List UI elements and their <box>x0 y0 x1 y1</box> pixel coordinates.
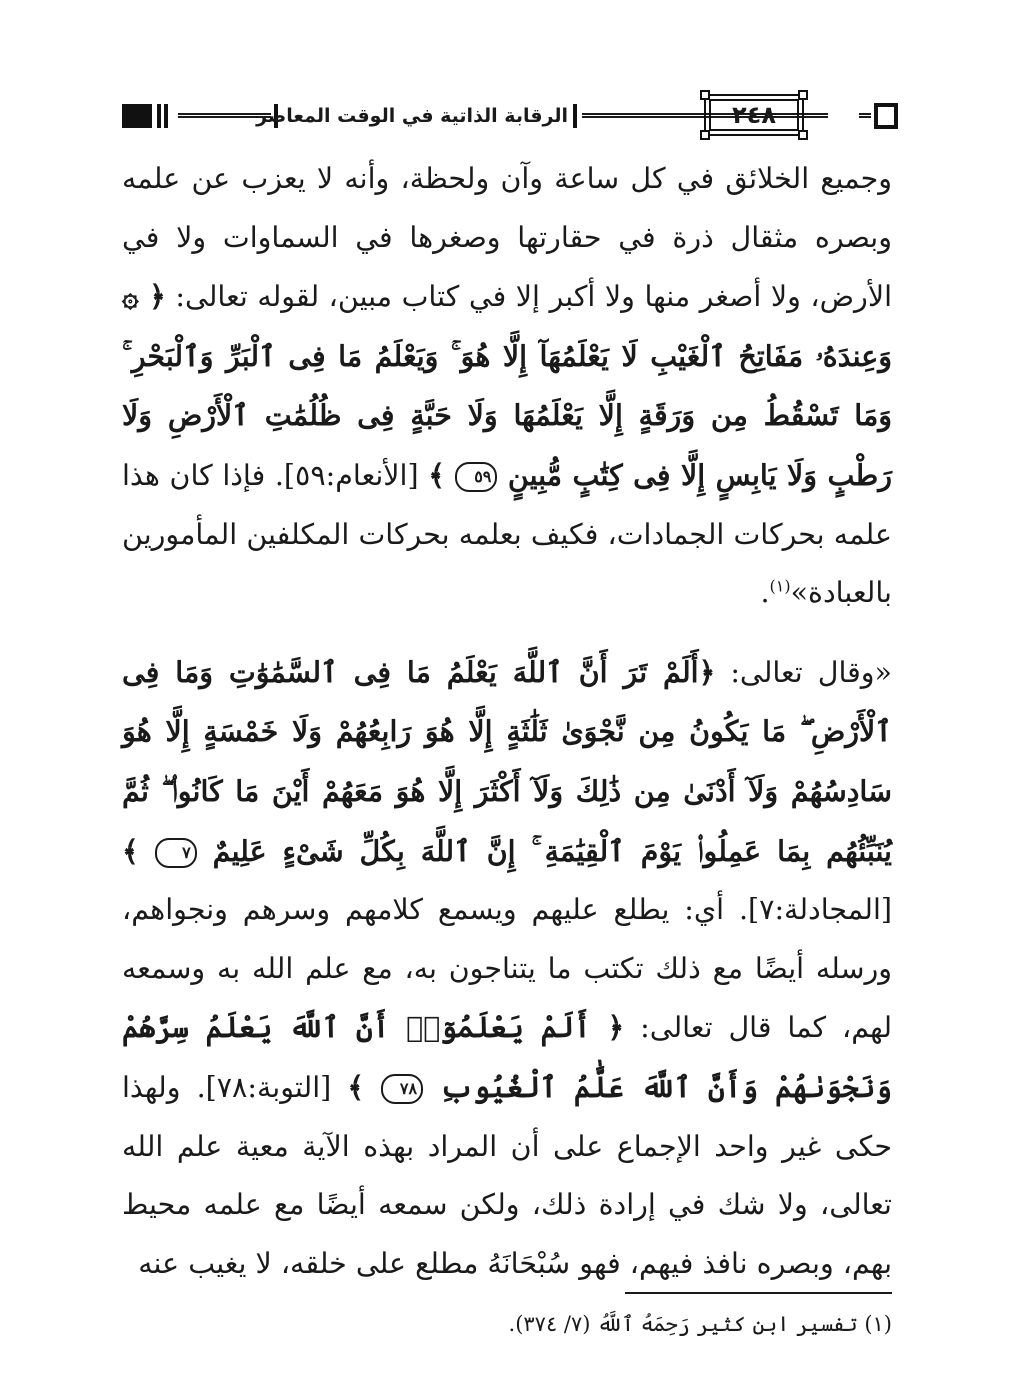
book-title: الرقابة الذاتية في الوقت المعاصر <box>256 105 568 127</box>
prose-text: [التوبة:٧٨]. ولهذا حكى غير واحد الإجماع على أن المراد بهذه الآية معية علم الله تعالى، ولا شك في إرادة ذلك، ولكن سمعه أيضًا مع علمه محيط بهم، وبصره نافذ فيهم، فهو سُبْحَانَهُ مطلع على خلقه، لا يغيب عنه <box>122 1070 892 1280</box>
prose-text: «وقال تعالى: <box>715 655 892 689</box>
running-header <box>122 94 893 138</box>
footnote-reference[interactable]: (١) <box>769 576 791 596</box>
ayah-number-marker: ٧ <box>155 838 197 868</box>
prose-text: وجميع الخلائق في كل ساعة وآن ولحظة، وأنه لا يعزب عن علمه وبصره مثقال ذرة في حقارتها وصغرها في السماوات ولا في الأرض، ولا أصغر منها ولا أكبر إلا في كتاب مبين، لقوله تعالى: <box>122 162 892 314</box>
header-end-ornament <box>874 103 898 129</box>
header-rule-right <box>859 113 871 118</box>
page-number-frame <box>704 94 804 136</box>
quran-close-bracket: ﴾ <box>122 833 139 868</box>
header-ornament-bar <box>157 104 161 128</box>
quran-close-bracket: ﴾ <box>428 457 445 492</box>
paragraph-1 <box>122 150 892 623</box>
quran-verse-text: ﴿أَلَمْ تَرَ أَنَّ ٱللَّهَ يَعْلَمُ مَا فِى ٱلسَّمَٰوَٰتِ وَمَا فِى ٱلْأَرْضِ ۖ مَا يَكُونُ مِن نَّجْوَىٰ ثَلَٰثَةٍ إِلَّا هُوَ رَابِعُهُمْ وَلَا خَمْسَةٍ إِلَّا هُوَ سَادِسُهُمْ وَلَآ أَدْنَىٰ مِن ذَٰلِكَ وَلَآ أَكْثَرَ إِلَّا هُوَ مَعَهُمْ أَيْنَ مَا كَانُوا۟ ۖ ثُمَّ يُنَبِّئُهُم بِمَا عَمِلُوا۟ يَوْمَ ٱلْقِيَٰمَةِ ۚ إِنَّ ٱللَّهَ بِكُلِّ شَىْءٍ عَلِيمٌ <box>122 654 892 868</box>
prose-text: [الأنعام:٥٩]. فإذا كان هذا علمه بحركات الجمادات، فكيف بعلمه بحركات المكلفين المأمورين بالعبادة» <box>122 458 892 610</box>
ayah-number-marker: ٥٩ <box>455 462 497 492</box>
main-text <box>122 150 892 1293</box>
header-ornament-bar <box>573 104 577 128</box>
page-number: ٢٤٨ <box>732 101 776 129</box>
header-ornament-bar <box>164 104 168 128</box>
quran-verse-text: ﴿ أَلَمْ يَعْلَمُوٓا۟ أَنَّ ٱللَّهَ يَعْلَمُ سِرَّهُمْ وَنَجْوَىٰهُمْ وَأَنَّ ٱللَّهَ عَلَّٰمُ ٱلْغُيُوبِ <box>122 1010 892 1104</box>
quran-verse-text: ﴿ ۞ وَعِندَهُۥ مَفَاتِحُ ٱلْغَيْبِ لَا يَعْلَمُهَآ إِلَّا هُوَ ۚ وَيَعْلَمُ مَا فِى ٱلْبَرِّ وَٱلْبَحْرِ ۚ وَمَا تَسْقُطُ مِن وَرَقَةٍ إِلَّا يَعْلَمُهَا وَلَا حَبَّةٍ فِى ظُلُمَٰتِ ٱلْأَرْضِ وَلَا رَطْبٍ وَلَا يَابِسٍ إِلَّا فِى كِتَٰبٍ مُّبِينٍ <box>122 279 892 492</box>
quran-close-bracket: ﴾ <box>347 1069 365 1104</box>
prose-text: . <box>760 576 770 610</box>
footnote-separator <box>625 1292 892 1294</box>
paragraph-2 <box>122 643 892 1294</box>
ayah-number-marker: ٧٨ <box>381 1074 423 1104</box>
prose-text: [المجادلة:٧]. أي: يطلع عليهم ويسمع كلامهم وسرهم ونجواهم، ورسله أيضًا مع ذلك تكتب ما يتناجون به، مع علم الله به وسمعه لهم، كما قال تعالى: <box>122 893 893 1045</box>
header-ornament-block <box>122 104 152 128</box>
footnote: (١) تفسير ابن كثير رَحِمَهُ ٱللَّهُ (٧/ ٣٧٤). <box>508 1312 892 1336</box>
